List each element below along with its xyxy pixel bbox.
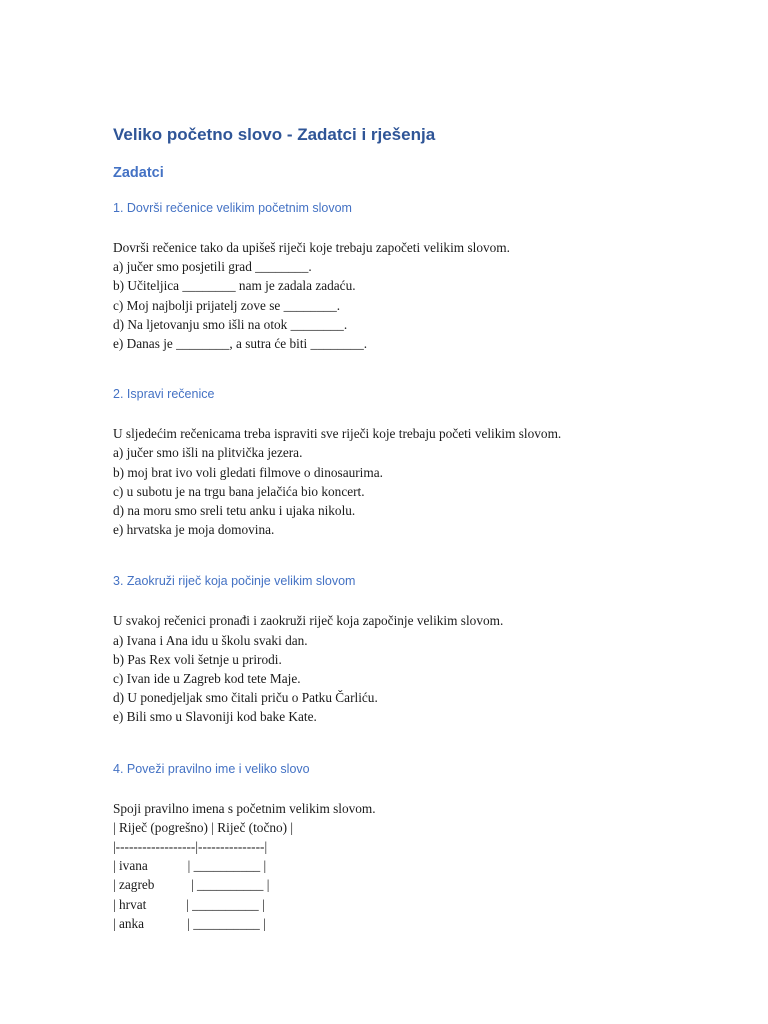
task-section-1 xyxy=(113,199,673,353)
task-item: d) U ponedjeljak smo čitali priču o Patku Čarliću. xyxy=(113,690,378,706)
task-item: c) Moj najbolji prijatelj zove se ________. xyxy=(113,297,341,313)
task-item: b) moj brat ivo voli gledati filmove o dinosaurima. xyxy=(113,464,383,480)
task-item: e) Danas je ________, a sutra će biti ________. xyxy=(113,336,368,352)
task-item: c) Ivan ide u Zagreb kod tete Maje. xyxy=(113,671,301,687)
task-item: e) Bili smo u Slavoniji kod bake Kate. xyxy=(113,709,317,725)
document-title: Veliko početno slovo - Zadatci i rješenja xyxy=(113,125,436,144)
task-item: b) Pas Rex voli šetnje u prirodi. xyxy=(113,651,282,667)
section-title-zadatci: Zadatci xyxy=(113,165,164,181)
task-item: a) Ivana i Ana idu u školu svaki dan. xyxy=(113,632,308,648)
task-body xyxy=(113,238,673,353)
table-row: | ivana | __________ | xyxy=(113,858,267,874)
table-separator-row: |------------------|---------------| xyxy=(113,839,268,855)
task-instruction: U svakoj rečenici pronađi i zaokruži riječ koja započinje velikim slovom. xyxy=(113,613,504,629)
task-item: a) jučer smo išli na plitvička jezera. xyxy=(113,445,303,461)
task-heading: 2. Ispravi rečenice xyxy=(113,387,215,402)
task-item: a) jučer smo posjetili grad ________. xyxy=(113,259,312,275)
task-item: c) u subotu je na trgu bana jelačića bio koncert. xyxy=(113,483,365,499)
task-item: e) hrvatska je moja domovina. xyxy=(113,522,275,538)
table-header-row: | Riječ (pogrešno) | Riječ (točno) | xyxy=(113,819,294,835)
task-body xyxy=(113,424,673,539)
task-section-3 xyxy=(113,572,673,726)
document-content xyxy=(113,122,673,933)
task-instruction: Dovrši rečenice tako da upišeš riječi koje trebaju započeti velikim slovom. xyxy=(113,240,510,255)
task-section-2 xyxy=(113,385,673,539)
task-heading: 1. Dovrši rečenice velikim početnim slovom xyxy=(113,201,352,215)
task-item: d) na moru smo sreli tetu anku i ujaka nikolu. xyxy=(113,503,356,519)
task-body xyxy=(113,799,673,933)
table-row: | hrvat | __________ | xyxy=(113,896,265,912)
task-section-4 xyxy=(113,760,673,933)
table-row: | anka | __________ | xyxy=(113,915,266,931)
task-instruction: U sljedećim rečenicama treba ispraviti sve riječi koje trebaju početi velikim slovom. xyxy=(113,426,562,442)
task-heading: 4. Poveži pravilno ime i veliko slovo xyxy=(113,761,310,776)
task-body xyxy=(113,611,673,726)
task-item: b) Učiteljica ________ nam je zadala zadaću. xyxy=(113,278,356,294)
task-item: d) Na ljetovanju smo išli na otok ________. xyxy=(113,316,348,332)
task-instruction: Spoji pravilno imena s početnim velikim slovom. xyxy=(113,800,376,816)
table-row: | zagreb | __________ | xyxy=(113,877,270,893)
task-heading: 3. Zaokruži riječ koja počinje velikim slovom xyxy=(113,574,356,589)
